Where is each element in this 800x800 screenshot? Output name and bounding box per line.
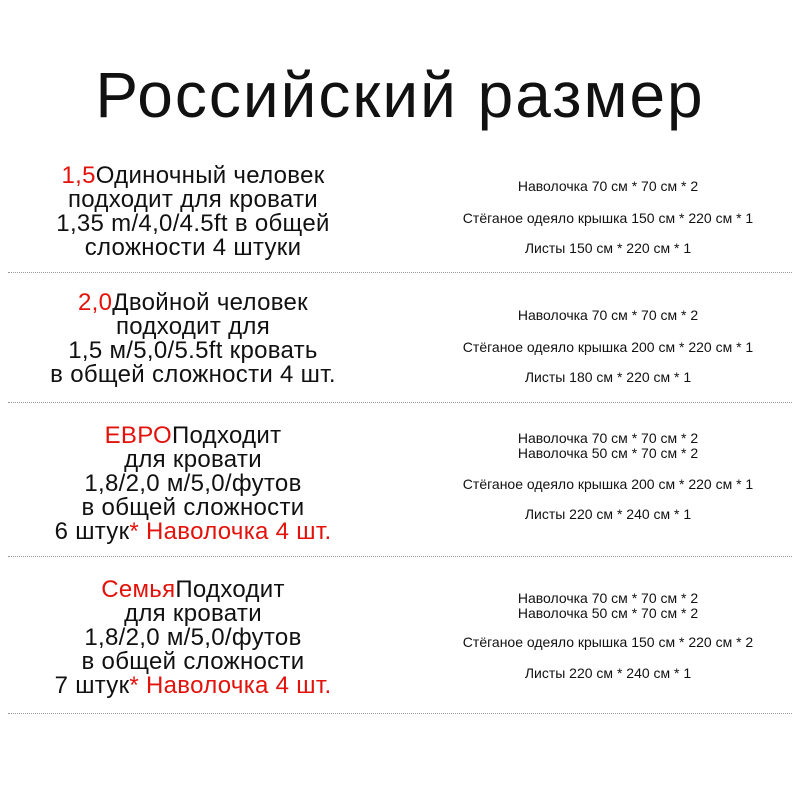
item-duvet-cover: Стёганое одеяло крышка 200 см * 220 см * 1: [462, 339, 754, 355]
size-label: Семья: [101, 576, 176, 603]
description-line-1: 2,0Двойной человек: [78, 289, 308, 316]
item-pillowcase: Наволочка 70 см * 70 см * 2: [517, 590, 699, 606]
description-line-1: СемьяПодходит: [101, 576, 285, 603]
item-pillowcase: Наволочка 70 см * 70 см * 2: [517, 307, 699, 323]
description-line-4: в общей сложности: [81, 648, 305, 675]
size-section-double: [8, 287, 792, 397]
pillowcase-note: * Наволочка 4 шт.: [129, 672, 332, 699]
description-line-2: для кровати: [124, 600, 262, 627]
size-section-single: [8, 160, 792, 270]
description-line-1: 1,5Одиночный человек: [61, 162, 325, 189]
size-description: [8, 578, 378, 698]
description-line-3: 1,5 м/5,0/5.5ft кровать: [68, 337, 318, 364]
divider: [8, 556, 792, 557]
description-line-3: 1,8/2,0 м/5,0/футов: [84, 470, 302, 497]
size-description: [8, 164, 378, 260]
description-line-3: 1,35 m/4,0/4.5ft в общей: [56, 210, 330, 237]
item-sheet: Листы 220 см * 240 см * 1: [524, 665, 692, 681]
size-label: 2,0: [78, 289, 113, 316]
page-title: Российский размер: [95, 59, 705, 131]
size-section-euro: [8, 420, 792, 550]
item-duvet-cover: Стёганое одеяло крышка 200 см * 220 см * 1: [462, 476, 754, 492]
description-line-5: 6 штук* Наволочка 4 шт.: [54, 518, 332, 545]
item-sheet: Листы 150 см * 220 см * 1: [524, 240, 692, 256]
size-label: 1,5: [61, 162, 96, 189]
description-line-2: подходит для кровати: [67, 186, 318, 213]
item-pillowcase: Наволочка 70 см * 70 см * 2: [517, 178, 699, 194]
size-section-family: [8, 576, 792, 706]
item-pillowcase: Наволочка 70 см * 70 см * 2: [517, 430, 699, 446]
size-description: [8, 291, 378, 387]
item-pillowcase-small: Наволочка 50 см * 70 см * 2: [517, 445, 699, 461]
description-line-4: в общей сложности: [81, 494, 305, 521]
description-line-2: для кровати: [124, 446, 262, 473]
description-line-4: сложности 4 штуки: [84, 234, 302, 261]
item-sheet: Листы 180 см * 220 см * 1: [524, 369, 692, 385]
description-line-3: 1,8/2,0 м/5,0/футов: [84, 624, 302, 651]
item-pillowcase-small: Наволочка 50 см * 70 см * 2: [517, 605, 699, 621]
item-duvet-cover: Стёганое одеяло крышка 150 см * 220 см * 1: [462, 210, 754, 226]
item-sheet: Листы 220 см * 240 см * 1: [524, 506, 692, 522]
size-description: [8, 424, 378, 544]
description-line-5: 7 штук* Наволочка 4 шт.: [54, 672, 332, 699]
description-line-4: в общей сложности 4 шт.: [50, 361, 336, 388]
divider: [8, 402, 792, 403]
pillowcase-note: * Наволочка 4 шт.: [129, 518, 332, 545]
item-duvet-cover: Стёганое одеяло крышка 150 см * 220 см * 2: [462, 634, 754, 650]
divider: [8, 713, 792, 714]
size-label: ЕВРО: [104, 422, 172, 449]
divider: [8, 272, 792, 273]
description-line-2: подходит для: [115, 313, 271, 340]
description-line-1: ЕВРОПодходит: [104, 422, 282, 449]
